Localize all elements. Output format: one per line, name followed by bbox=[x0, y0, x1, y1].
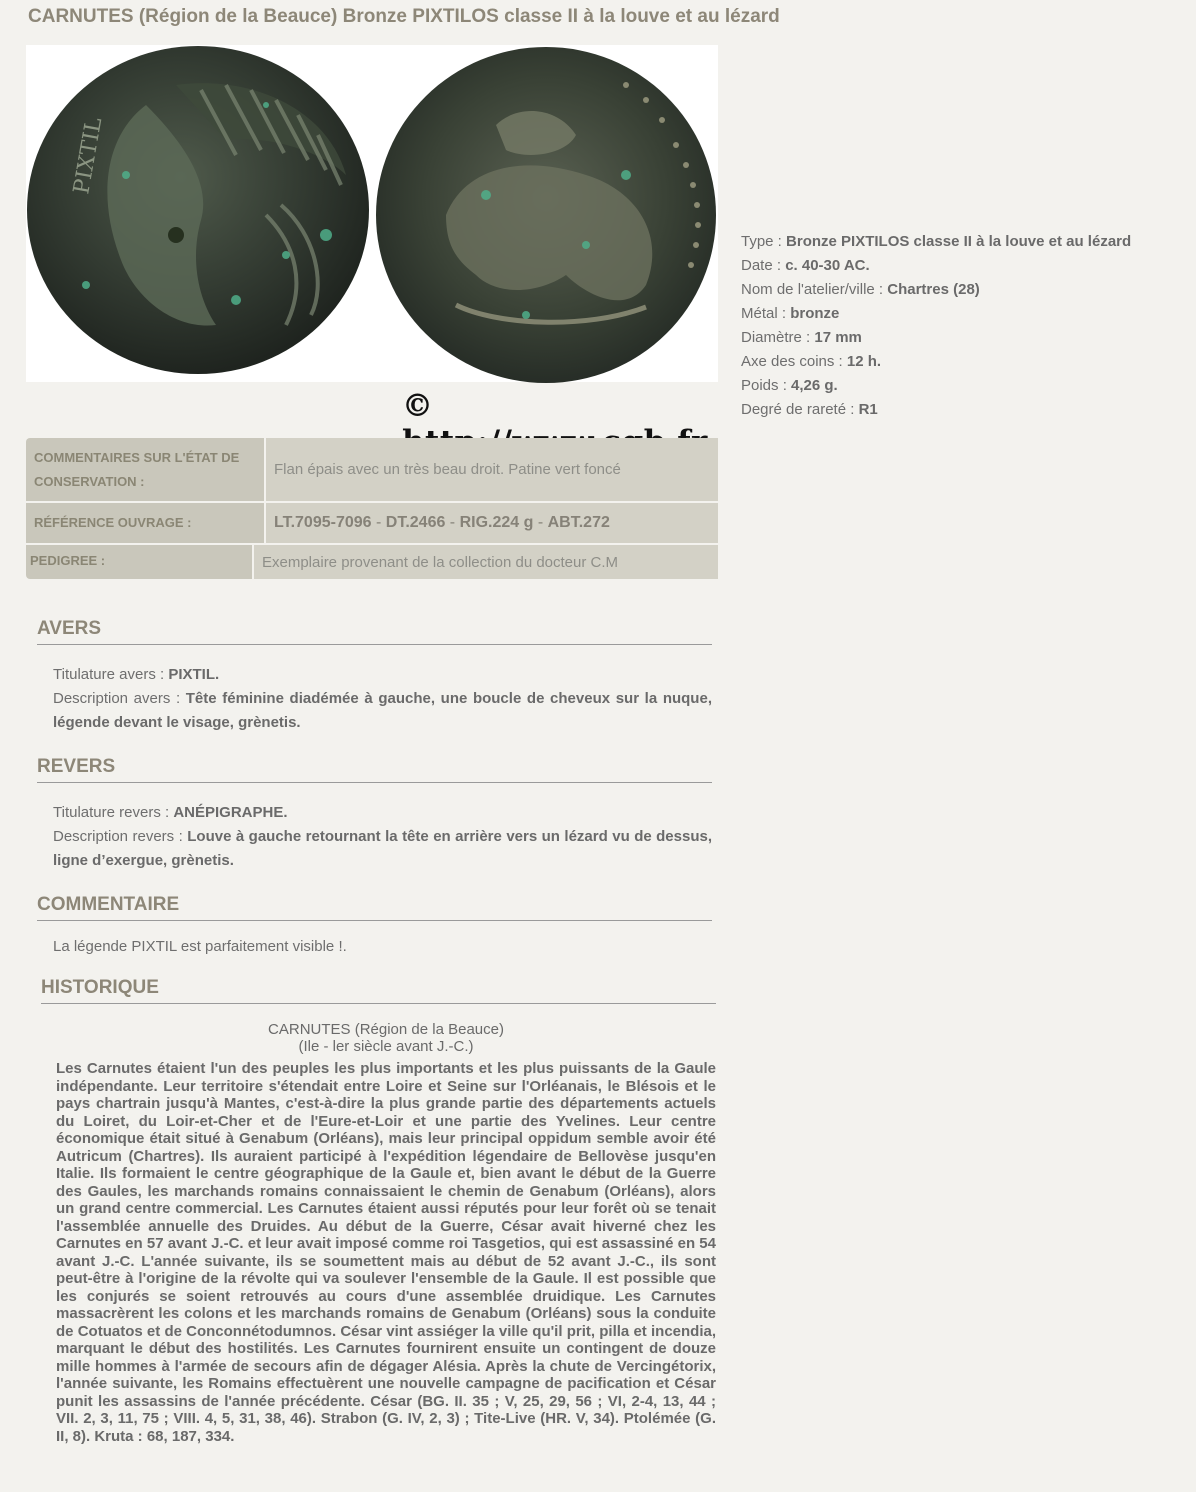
reference-label: RÉFÉRENCE OUVRAGE : bbox=[26, 503, 266, 543]
historique-title bbox=[56, 1021, 716, 1055]
revers-description-label: Description revers : bbox=[53, 828, 188, 845]
spec-value: Bronze PIXTILOS classe II à la louve et au lézard bbox=[786, 233, 1132, 250]
condition-label: COMMENTAIRES SUR L'ÉTAT DE CONSERVATION : bbox=[26, 438, 266, 501]
info-table bbox=[26, 438, 718, 579]
historique-title-line1: CARNUTES (Région de la Beauce) bbox=[268, 1021, 504, 1038]
avers-titulature-value: PIXTIL. bbox=[168, 666, 220, 683]
revers-body bbox=[53, 801, 712, 873]
obverse-coin bbox=[27, 46, 369, 374]
avers-heading: AVERS bbox=[37, 618, 712, 645]
spec-label: Date : bbox=[741, 257, 786, 274]
spec-label: Poids : bbox=[741, 377, 792, 394]
avers-titulature-label: Titulature avers : bbox=[53, 666, 169, 683]
reference-rig[interactable]: RIG.224 g bbox=[459, 514, 534, 531]
reverse-coin bbox=[376, 47, 716, 383]
reference-separator: - bbox=[533, 514, 548, 531]
revers-heading: REVERS bbox=[37, 756, 712, 783]
spec-value: c. 40-30 AC. bbox=[785, 257, 870, 274]
commentaire-heading: COMMENTAIRE bbox=[37, 894, 712, 921]
reference-abt[interactable]: ABT.272 bbox=[547, 514, 610, 531]
spec-label: Type : bbox=[741, 233, 787, 250]
revers-titulature bbox=[53, 801, 712, 825]
revers-description-value: Louve à gauche retournant la tête en arrière vers un lézard vu de dessus, ligne d’exergue, grènetis. bbox=[53, 828, 713, 869]
historique-text: Les Carnutes étaient l'un des peuples les plus importants et les plus puissants de la Gaule indépendante. Leur territoire s'étendait entre Loire et Seine sur l'Orléanais, le Blésois et le pays chartrain jusqu'à Mantes, c'est-à-dire la plus grande partie des départements actuels du Loiret, du Loir-et-Cher et de l'Eure-et-Loir et une partie des Yvelines. Leur centre économique était situé à Genabum (Orléans), mais leur principal oppidum semble avoir été Autricum (Chartres). Ils auraient participé à l'expédition légendaire de Bellovèse jusqu'en Italie. Ils formaient le centre géographique de la Gaule et, bien avant le début de la Guerre des Gaules, les marchands romains connaissaient le chemin de Genabum (Orléans), alors un grand centre commercial. Les Carnutes étaient aussi réputés pour leur forêt où se tenait l'assemblée annuelle des Druides. Au début de la Guerre, César avait hiverné chez les Carnutes en 57 avant J.-C. et leur avait imposé comme roi Tasgetios, qui est assassiné en 54 avant J.-C. L'année suivante, ils se soumettent mais au début de 52 avant J.-C., ils sont peut-être à l'origine de la révolte qui va soulever l'ensemble de la Gaule. Il est possible que les conjurés se soient retrouvés au cours d'une assemblée druidique. Les Carnutes massacrèrent les colons et les marchands romains de Genabum (Orléans) sous la conduite de Cotuatos et de Conconnétodumnos. César vint assiéger la ville qu'il prit, pilla et incendia, marquant le début des hostilités. Les Carnutes fournirent ensuite un contingent de douze mille hommes à l'armée de secours afin de dégager Alésia. Après la chute de Vercingétorix, l'année suivante, les Romains effectuèrent une nouvelle campagne de pacification et César punit les assassins de l'année précédente. César (BG. II. 35 ; V, 25, 29, 56 ; VI, 2-4, 13, 44 ; VII. 2, 3, 11, 75 ; VIII. 4, 5, 31, 38, 46). Strabon (G. IV, 2, 3) ; Tite-Live (HR. V, 34). Ptolémée (G. II, 8). Kruta : 68, 187, 334. bbox=[56, 1060, 716, 1445]
pedigree-row bbox=[26, 545, 718, 579]
spec-weight bbox=[741, 374, 1131, 398]
spec-value: bronze bbox=[790, 305, 840, 322]
avers-description-label: Description avers : bbox=[53, 690, 186, 707]
spec-rarity bbox=[741, 398, 1131, 422]
revers-titulature-label: Titulature revers : bbox=[53, 804, 174, 821]
historique-heading: HISTORIQUE bbox=[41, 977, 716, 1004]
specs-list bbox=[741, 230, 1131, 422]
spec-label: Nom de l'atelier/ville : bbox=[741, 281, 888, 298]
spec-value: Chartres (28) bbox=[887, 281, 980, 298]
revers-description bbox=[53, 825, 712, 873]
spec-label: Diamètre : bbox=[741, 329, 815, 346]
spec-date bbox=[741, 254, 1131, 278]
reference-separator: - bbox=[445, 514, 460, 531]
spec-label: Degré de rareté : bbox=[741, 401, 859, 418]
avers-description bbox=[53, 687, 712, 735]
reference-value bbox=[266, 503, 718, 543]
spec-value: R1 bbox=[858, 401, 878, 418]
spec-type bbox=[741, 230, 1131, 254]
reference-separator: - bbox=[371, 514, 386, 531]
spec-label: Axe des coins : bbox=[741, 353, 847, 370]
spec-value: 12 h. bbox=[846, 353, 882, 370]
condition-value: Flan épais avec un très beau droit. Patine vert foncé bbox=[266, 438, 718, 501]
pedigree-value: Exemplaire provenant de la collection du docteur C.M bbox=[254, 545, 718, 579]
spec-label: Métal : bbox=[741, 305, 791, 322]
spec-metal bbox=[741, 302, 1131, 326]
avers-titulature bbox=[53, 663, 712, 687]
obverse-legend: PIXTIL bbox=[69, 115, 108, 197]
avers-description-value: Tête féminine diadémée à gauche, une boucle de cheveux sur la nuque, légende devant le visage, grènetis. bbox=[53, 690, 712, 731]
reference-lt[interactable]: LT.7095-7096 bbox=[274, 514, 372, 531]
condition-row bbox=[26, 438, 718, 503]
coin-photo-art bbox=[26, 45, 718, 382]
copyright-watermark: © bbox=[402, 388, 434, 424]
avers-body bbox=[53, 663, 712, 735]
revers-titulature-value: ANÉPIGRAPHE. bbox=[173, 804, 288, 821]
page-title: CARNUTES (Région de la Beauce) Bronze PIXTILOS classe II à la louve et au lézard bbox=[28, 6, 780, 27]
coin-photo[interactable] bbox=[26, 45, 718, 424]
commentaire-text: La légende PIXTIL est parfaitement visible !. bbox=[53, 938, 347, 955]
reference-dt[interactable]: DT.2466 bbox=[385, 514, 446, 531]
spec-mint bbox=[741, 278, 1131, 302]
spec-diameter bbox=[741, 326, 1131, 350]
spec-value: 17 mm bbox=[814, 329, 862, 346]
spec-value: 4,26 g. bbox=[791, 377, 838, 394]
reference-row bbox=[26, 503, 718, 545]
pedigree-label: PEDIGREE : bbox=[26, 545, 254, 579]
historique-title-line2: (Ile - ler siècle avant J.-C.) bbox=[298, 1038, 474, 1055]
spec-axis bbox=[741, 350, 1131, 374]
